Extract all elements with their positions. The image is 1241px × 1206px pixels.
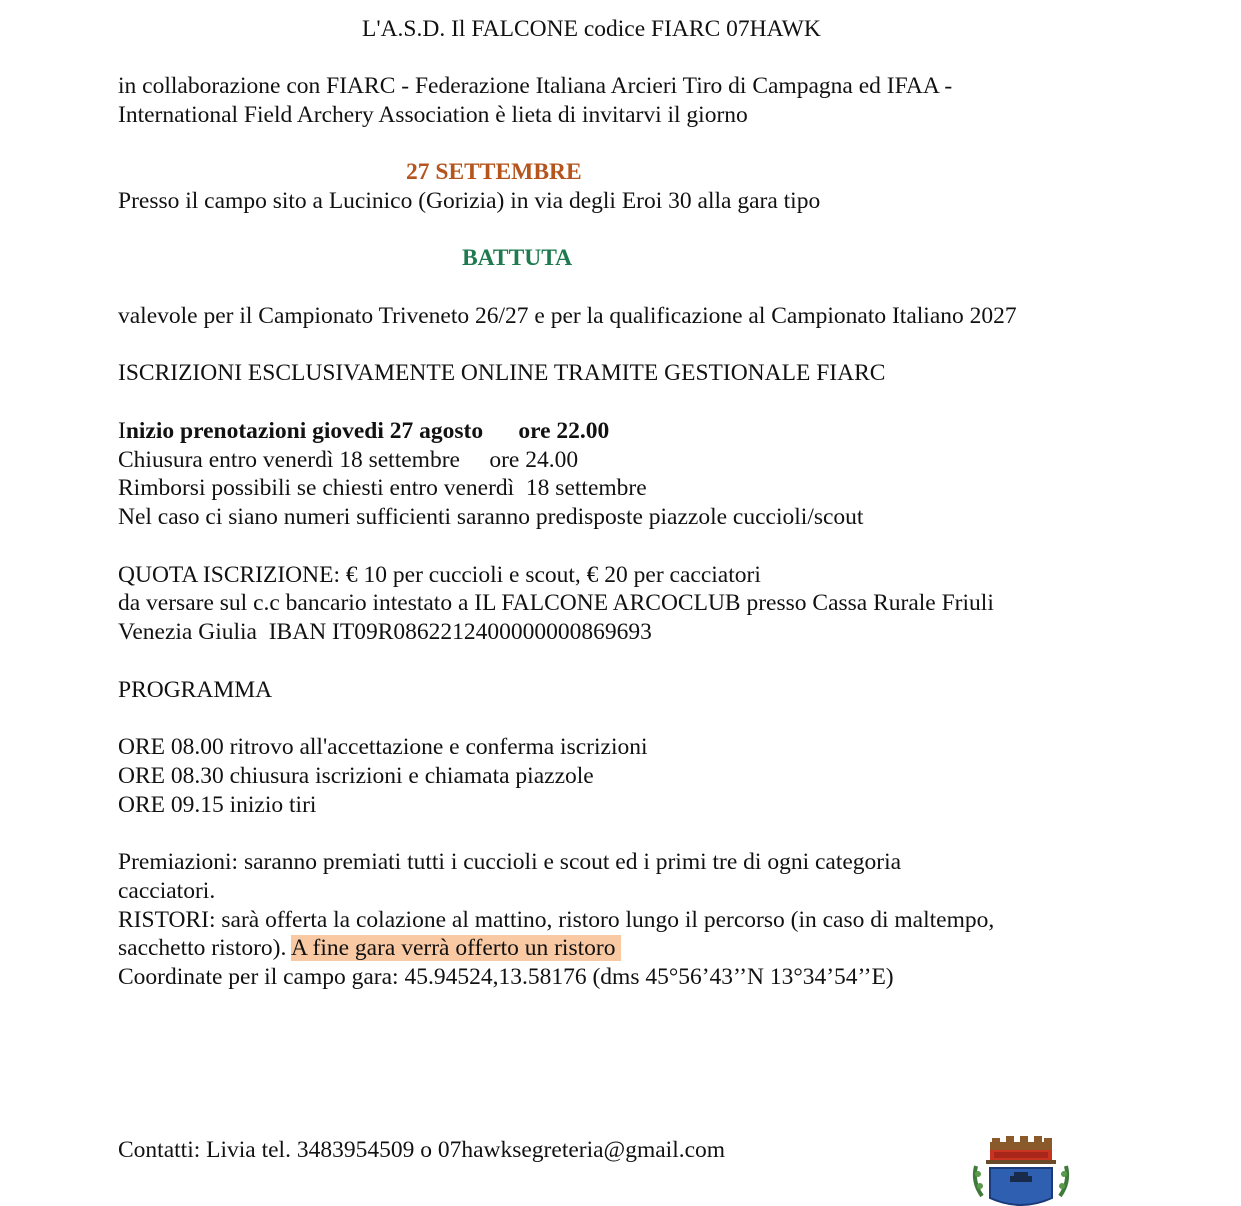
booking-close: Chiusura entro venerdì 18 settembre ore 24.00 [118,447,579,473]
intro-line-1: in collaborazione con FIARC - Federazione Italiana Arcieri Tiro di Campagna ed IFAA - [118,73,953,99]
event-date: 27 SETTEMBRE [406,159,582,185]
awards-line-2: cacciatori. [118,878,216,904]
booking-start [118,417,609,446]
programma-title: PROGRAMMA [118,677,273,703]
ristori-line-1: RISTORI: sarà offerta la colazione al mattino, ristoro lungo il percorso (in caso di maltempo, [118,907,995,933]
coordinates-text: Coordinate per il campo gara: 45.94524,13.58176 (dms 45°56’43’’N 13°34’54’’E) [118,964,894,990]
fee-bank-line-1: da versare sul c.c bancario intestato a IL FALCONE ARCOCLUB presso Cassa Rurale Friuli [118,590,994,616]
ristori-line-2 [118,934,621,963]
programma-item: ORE 08.00 ritrovo all'accettazione e conferma iscrizioni [118,734,648,760]
validity-text: valevole per il Campionato Triveneto 26/27 e per la qualificazione al Campionato Italiano 2027 [118,303,1017,329]
document-heading: L'A.S.D. Il FALCONE codice FIARC 07HAWK [362,16,821,42]
booking-start-text: nizio prenotazioni giovedi 27 agosto ore 22.00 [125,418,610,444]
booking-pitches: Nel caso ci siano numeri sufficienti saranno predisposte piazzole cuccioli/scout [118,504,864,530]
ristori-plain-text: sacchetto ristoro). [118,935,291,961]
booking-start-initial: I [118,418,126,444]
programma-item: ORE 08.30 chiusura iscrizioni e chiamata piazzole [118,763,594,789]
contacts-text: Contatti: Livia tel. 3483954509 o 07hawksegreteria@gmail.com [118,1137,726,1163]
ristori-highlighted-text: A fine gara verrà offerto un ristoro [290,935,622,961]
fee-bank-line-2: Venezia Giulia IBAN IT09R0862212400000000869693 [118,619,652,645]
event-location: Presso il campo sito a Lucinico (Gorizia) in via degli Eroi 30 alla gara tipo [118,188,821,214]
awards-line-1: Premiazioni: saranno premiati tutti i cuccioli e scout ed i primi tre di ogni categoria [118,849,902,875]
race-type: BATTUTA [462,245,573,271]
intro-line-2: International Field Archery Association è lieta di invitarvi il giorno [118,102,748,128]
municipal-crest-icon [968,1136,1074,1206]
fee-quota: QUOTA ISCRIZIONE: € 10 per cuccioli e scout, € 20 per cacciatori [118,562,761,588]
programma-item: ORE 09.15 inizio tiri [118,792,317,818]
registration-note: ISCRIZIONI ESCLUSIVAMENTE ONLINE TRAMITE GESTIONALE FIARC [118,360,886,386]
booking-refunds: Rimborsi possibili se chiesti entro venerdì 18 settembre [118,475,647,501]
